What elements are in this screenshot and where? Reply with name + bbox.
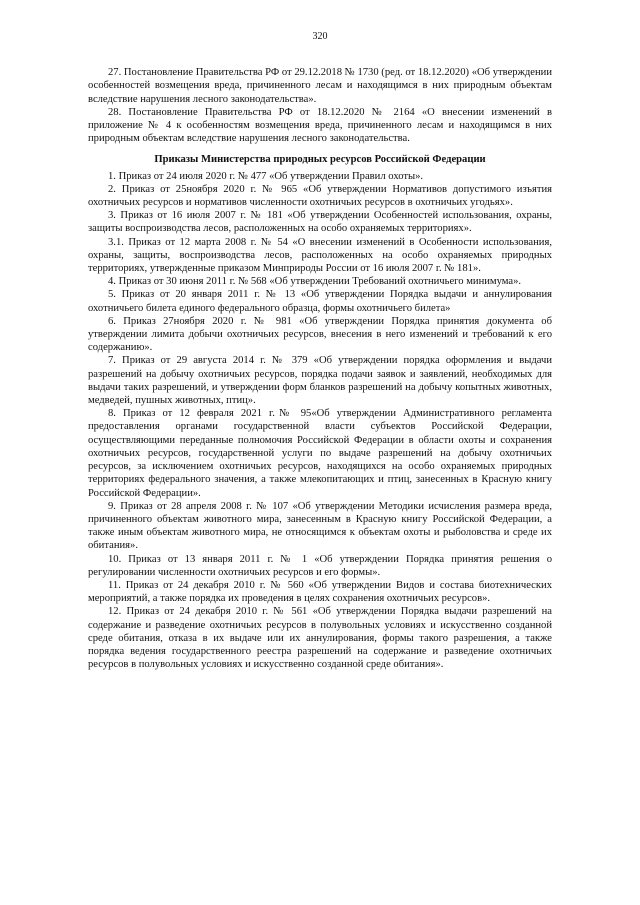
order-item-9: 9. Приказ от 28 апреля 2008 г. № 107 «Об утверждении Методики исчисления размера вреда, причиненного объектам животного мира, занесенным в Красную книгу Российской Федерации, а также иным объектам животного мира, не относящимся к объектам охоты и рыболовства и среде их обитания».: [88, 500, 552, 552]
order-item-3-1: 3.1. Приказ от 12 марта 2008 г. № 54 «О внесении изменений в Особенности использования, охраны, защиты, воспроизводства лесов, расположенных на особо охраняемых природных территориях, утвержденные приказом Минприроды России от 16 июля 2007 г. № 181».: [88, 236, 552, 275]
list-item-28: 28. Постановление Правительства РФ от 18.12.2020 № 2164 «О внесении изменений в приложение № 4 к особенностям возмещения вреда, причиненного лесам и находящимся в них природным объектам вследствие нарушения лесного законодательства.: [88, 106, 552, 145]
order-item-10: 10. Приказ от 13 января 2011 г. № 1 «Об утверждении Порядка принятия решения о регулировании численности охотничьих ресурсов и его формы».: [88, 553, 552, 578]
order-item-2: 2. Приказ от 25ноября 2020 г. № 965 «Об утверждении Нормативов допустимого изъятия охотничьих ресурсов и нормативов численности охотничьих ресурсов в охотничьих угодьях».: [88, 183, 552, 209]
order-item-3: 3. Приказ от 16 июля 2007 г. № 181 «Об утверждении Особенностей использования, охраны, защиты воспроизводства лесов, расположенных на особо охраняемых территориях».: [88, 210, 552, 235]
order-item-4: 4. Приказ от 30 июня 2011 г. № 568 «Об утверждении Требований охотничьего минимума».: [108, 276, 522, 288]
order-item-8: 8. Приказ от 12 февраля 2021 г.№ 95«Об утверждении Административного регламента предоставления органами государственной власти субъектов Российской Федерации, осуществляющими переданные полномочия Российской Федерации в области охоты и сохранения охотничьих ресурсов, государственной услуги по выдаче разрешений на добычу охотничьих ресурсов, за исключением охотничьих ресурсов, находящихся на особо охраняемых природных территориях федерального значения, а также млекопитающих и птиц, занесенных в Красную книгу Российской Федерации».: [88, 408, 552, 499]
order-item-1: 1. Приказ от 24 июля 2020 г. № 477 «Об утверждении Правил охоты».: [108, 170, 424, 182]
list-item-27: 27. Постановление Правительства РФ от 29.12.2018 № 1730 (ред. от 18.12.2020) «Об утверждении особенностей возмещения вреда, причиненного лесам и находящимся в них природным объектам вследствие нарушения лесного законодательства».: [88, 67, 552, 105]
order-item-6: 6. Приказ 27ноября 2020 г. № 981 «Об утверждении Порядка принятия документа об утверждении лимита добычи охотничьих ресурсов, внесения в него изменений и требований к его содержанию».: [88, 315, 552, 354]
section-heading: Приказы Министерства природных ресурсов Российской Федерации: [154, 154, 486, 166]
page-number: 320: [312, 31, 328, 42]
order-item-11: 11. Приказ от 24 декабря 2010 г. № 560 «Об утверждении Видов и состава биотехнических мероприятий, а также порядка их проведения в целях сохранения охотничьих ресурсов».: [88, 579, 552, 605]
order-item-12: 12. Приказ от 24 декабря 2010 г. № 561 «Об утверждении Порядка выдачи разрешений на содержание и разведение охотничьих ресурсов в полувольных условиях и искусственно созданной среде обитания, отказа в их выдаче или их аннулирования, формы такого разрешения, а также порядка ведения государственного реестра разрешений на содержание и разведение охотничьих ресурсов в полувольных условиях и искусственно созданной среде обитания».: [88, 606, 552, 671]
order-item-7: 7. Приказ от 29 августа 2014 г. № 379 «Об утверждении порядка оформления и выдачи разрешений на добычу охотничьих ресурсов, порядка подачи заявок и заявлений, необходимых для выдачи таких разрешений, и утверждении форм бланков разрешений на добычу копытных животных, медведей, пушных животных, птиц».: [88, 355, 552, 407]
order-item-5: 5. Приказ от 20 января 2011 г. № 13 «Об утверждении Порядка выдачи и аннулирования охотничьего билета единого федерального образца, формы охотничьего билета»: [88, 289, 552, 314]
